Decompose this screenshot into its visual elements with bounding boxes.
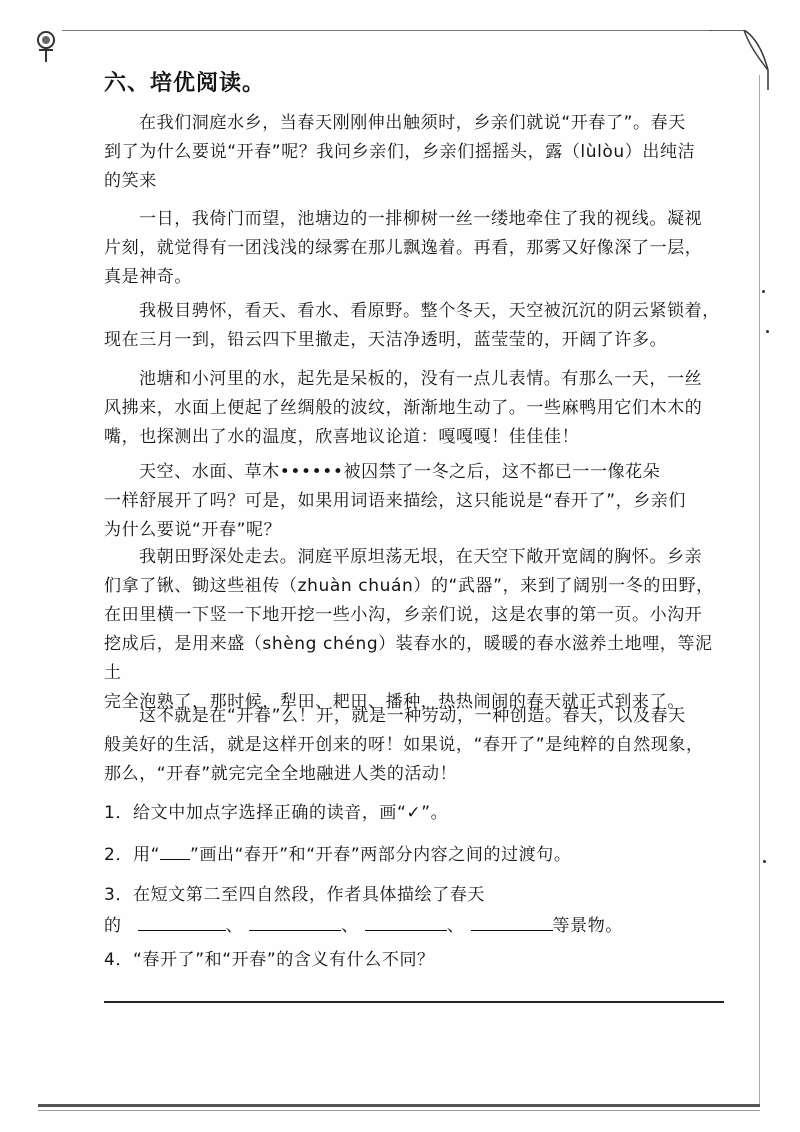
- question-text: 2．用“: [104, 845, 161, 865]
- page-frame-bottom: [38, 1104, 760, 1107]
- text-line: 真是神奇。: [104, 267, 192, 287]
- text-line: 的笑来: [104, 171, 157, 191]
- answer-line[interactable]: [104, 1001, 724, 1003]
- folded-corner-icon: [710, 30, 770, 90]
- question-text: 3．在短文第二至四自然段，作者具体描绘了春天: [104, 885, 486, 905]
- paragraph-4: [104, 365, 724, 452]
- page-frame-right: [759, 75, 760, 1105]
- pushpin-icon: [30, 28, 64, 64]
- answer-blank[interactable]: [365, 914, 447, 931]
- text-line: 池塘和小河里的水，起先是呆板的，没有一点儿表情。有那么一天，一丝: [139, 369, 703, 389]
- question-1: 1．给文中加点字选择正确的读音，画“✓”。: [104, 803, 449, 823]
- text-line: 我朝田野深处走去。洞庭平原坦荡无垠，在天空下敞开宽阔的胸怀。乡亲: [139, 547, 703, 567]
- text-line: 般美好的生活，就是这样开创来的呀！如果说，“春开了”是纯粹的自然现象，: [104, 735, 704, 755]
- question-3: [104, 880, 623, 936]
- question-text: 等景物。: [552, 916, 623, 936]
- paragraph-1: [104, 109, 724, 196]
- paragraph-6: [104, 543, 724, 717]
- page-frame-bottom-shadow: [38, 1110, 760, 1111]
- text-line: 嘴，也探测出了水的温度，欣喜地议论道：嘎嘎嘎！佳佳佳！: [104, 427, 580, 447]
- text-line: 挖成后，是用来盛（shèng chéng）装春水的，暖暖的春水滋养土地哩，等泥土: [104, 634, 713, 683]
- text-line: 完全泡熟了，那时候，犁田、耙田、播种，热热闹闹的春天就正式到来了。: [104, 692, 685, 712]
- question-text: ”画出“春开”和“开春”两部分内容之间的过渡句。: [190, 845, 572, 865]
- text-line: 在田里横一下竖一下地开挖一些小沟，乡亲们说，这是农事的第一页。小沟开: [104, 605, 703, 625]
- text-line: 那么，“开春”就完完全全地融进人类的活动！: [104, 764, 458, 784]
- text-line: 这不就是在“开春”么！开，就是一种劳动，一种创造。春天，以及春天: [139, 706, 686, 726]
- paragraph-5: [104, 458, 724, 545]
- paragraph-7: [104, 702, 724, 789]
- text-line: 们拿了锹、锄这些祖传（zhuàn chuán）的“武器”，来到了阔别一冬的田野，: [104, 576, 714, 596]
- text-line: 风拂来，水面上便起了丝绸般的波纹，渐渐地生动了。一些麻鸭用它们木木的: [104, 398, 703, 418]
- section-title: 六、培优阅读。: [104, 71, 266, 96]
- question-text: 的: [104, 916, 122, 936]
- text-line: 片刻，就觉得有一团浅浅的绿雾在那儿飘逸着。再看，那雾又好像深了一层，: [104, 238, 703, 258]
- text-line: 到了为什么要说“开春”呢？我问乡亲们，乡亲们摇摇头，露（lùlòu）出纯洁: [104, 142, 696, 162]
- text-line: 为什么要说“开春”呢？: [104, 520, 282, 540]
- page-frame-top: [62, 30, 712, 31]
- text-line: 一日，我倚门而望，池塘边的一排柳树一丝一缕地牵住了我的视线。凝视: [139, 209, 703, 229]
- paragraph-3: [104, 297, 724, 355]
- question-2: [104, 840, 571, 865]
- separator: 、: [341, 916, 359, 936]
- scan-speck: [762, 290, 765, 293]
- text-line: 现在三月一到，铅云四下里撤走，天洁净透明，蓝莹莹的，开阔了许多。: [104, 330, 668, 350]
- text-line: 天空、水面、草木••••••被囚禁了一冬之后，这不都已一一像花朵: [139, 462, 661, 482]
- scan-speck: [763, 860, 766, 863]
- answer-blank[interactable]: [249, 914, 341, 931]
- underline-sample: [160, 843, 190, 860]
- separator: 、: [225, 916, 244, 936]
- paragraph-2: [104, 205, 724, 292]
- text-line: 在我们洞庭水乡，当春天刚刚伸出触须时，乡亲们就说“开春了”。春天: [139, 113, 686, 133]
- text-line: 一样舒展开了吗？可是，如果用词语来描绘，这只能说是“春开了”，乡亲们: [104, 491, 687, 511]
- scan-speck: [766, 330, 769, 333]
- question-3-blanks: [104, 911, 623, 936]
- question-4: 4．“春开了”和“开春”的含义有什么不同？: [104, 950, 435, 970]
- separator: 、: [446, 916, 465, 936]
- text-line: 我极目骋怀，看天、看水、看原野。整个冬天，天空被沉沉的阴云紧锁着，: [139, 301, 720, 321]
- answer-blank[interactable]: [138, 914, 226, 931]
- answer-blank[interactable]: [471, 914, 553, 931]
